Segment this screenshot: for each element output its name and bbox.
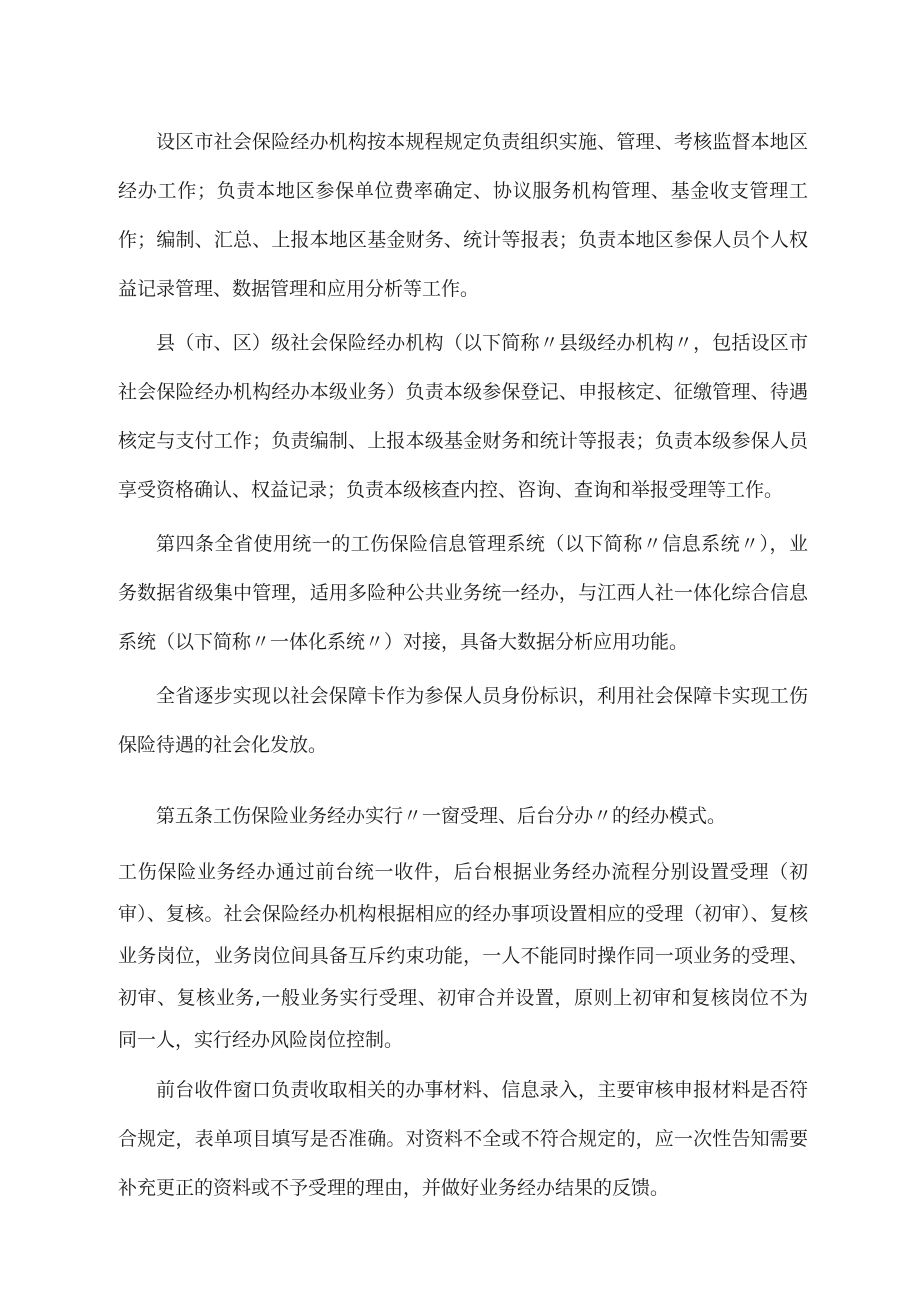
paragraph-county-agency-duties: 县（市、区）级社会保险经办机构（以下简称〃县级经办机构〃，包括设区市社会保险经办机构经办本级业务）负责本级参保登记、申报核定、征缴管理、待遇核定与支付工作；负责编制、上报本级基金财务和统计等报表；负责本级参保人员享受资格确认、权益记录；负责本级核查内控、咨询、查询和举报受理等工作。 xyxy=(118,332,808,501)
paragraph-social-security-card: 全省逐步实现以社会保障卡作为参保人员身份标识，利用社会保障卡实现工伤保险待遇的社会化发放。 xyxy=(118,685,808,756)
paragraph-article-5: 第五条工伤保险业务经办实行〃一窗受理、后台分办〃的经办模式。 xyxy=(156,805,727,827)
paragraph-front-back-office: 工伤保险业务经办通过前台统一收件，后台根据业务经办流程分别设置受理（初审）、复核。社会保险经办机构根据相应的经办事项设置相应的受理（初审）、复核业务岗位，业务岗位间具备互斥约束功能，一人不能同时操作同一项业务的受理、初审、复核业务,一般业务实行受理、初审合并设置，原则上初审和复核岗位不为同一人，实行经办风险岗位控制。 xyxy=(118,861,808,1051)
paragraph-front-desk-window: 前台收件窗口负责收取相关的办事材料、信息录入，主要审核申报材料是否符合规定，表单项目填写是否准确。对资料不全或不符合规定的，应一次性告知需要补充更正的资料或不予受理的理由，并做好业务经办结果的反馈。 xyxy=(118,1079,808,1199)
paragraph-article-4: 第四条全省使用统一的工伤保险信息管理系统（以下简称〃信息系统〃），业务数据省级集中管理，适用多险种公共业务统一经办，与江西人社一体化综合信息系统（以下简称〃一体化系统〃）对接，具备大数据分析应用功能。 xyxy=(118,533,808,653)
paragraph-city-agency-duties: 设区市社会保险经办机构按本规程规定负责组织实施、管理、考核监督本地区经办工作；负责本地区参保单位费率确定、协议服务机构管理、基金收支管理工作；编制、汇总、上报本地区基金财务、统计等报表；负责本地区参保人员个人权益记录管理、数据管理和应用分析等工作。 xyxy=(118,131,808,300)
